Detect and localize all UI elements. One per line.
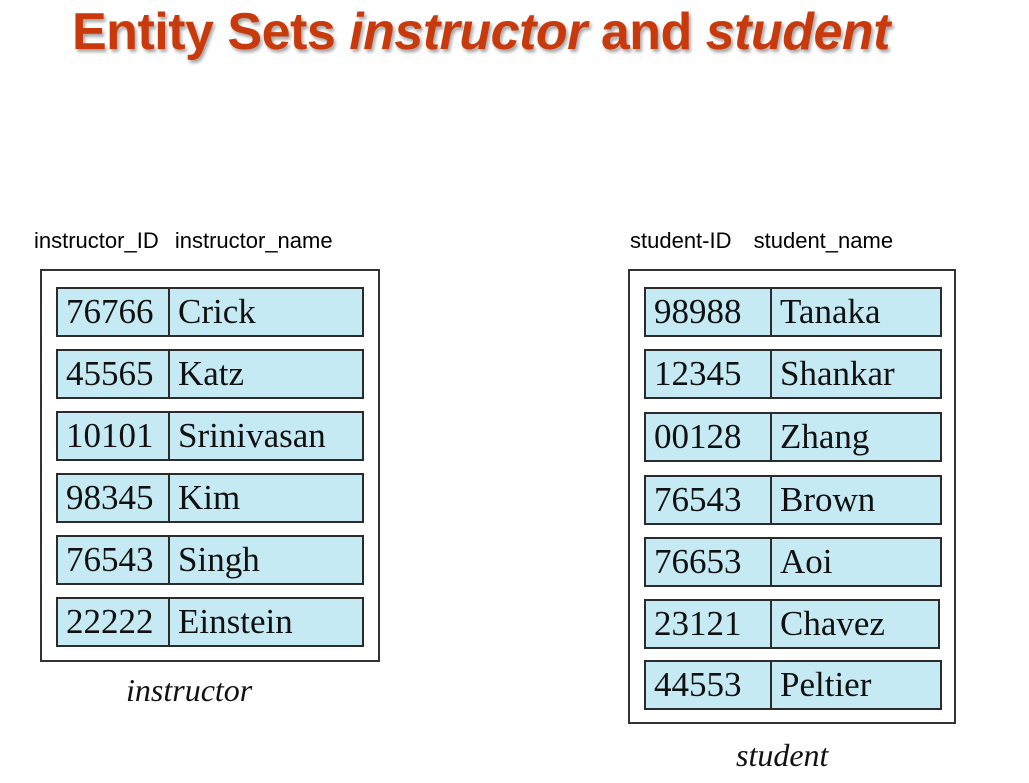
- student-row: [644, 349, 942, 399]
- instructor-id-cell: 76543: [58, 537, 170, 583]
- student-row: [644, 287, 942, 337]
- instructor-row: [56, 411, 364, 461]
- instructor-row: [56, 287, 364, 337]
- student-name-cell: Brown: [780, 480, 876, 519]
- page-title: [72, 0, 890, 64]
- title-part-2: instructor: [349, 3, 587, 61]
- instructor-name-cell: Srinivasan: [178, 416, 326, 455]
- instructor-entity-set: [40, 269, 380, 662]
- student-entity-set: [628, 269, 956, 724]
- instructor-id-cell: 22222: [58, 599, 170, 645]
- student-id-cell: 76543: [646, 477, 772, 523]
- student-name-cell: Zhang: [780, 417, 870, 456]
- instructor-caption: instructor: [126, 672, 253, 708]
- student-name-cell: Aoi: [780, 542, 833, 581]
- instructor-id-header: instructor_ID: [34, 228, 159, 253]
- instructor-id-cell: 98345: [58, 475, 170, 521]
- student-name-cell: Tanaka: [780, 292, 881, 331]
- student-name-cell: Shankar: [780, 354, 895, 393]
- student-row: [644, 475, 942, 525]
- student-id-cell: 23121: [646, 601, 772, 647]
- instructor-row: [56, 473, 364, 523]
- instructor-row: [56, 597, 364, 647]
- student-caption: student: [736, 737, 829, 773]
- instructor-row: [56, 349, 364, 399]
- instructor-name-cell: Singh: [178, 540, 260, 579]
- student-id-cell: 12345: [646, 351, 772, 397]
- instructor-header: [34, 228, 333, 254]
- instructor-name-cell: Einstein: [178, 602, 293, 641]
- title-part-4: student: [705, 3, 890, 61]
- student-name-cell: Chavez: [780, 604, 885, 643]
- student-id-header: student-ID: [630, 228, 732, 253]
- student-row: [644, 660, 942, 710]
- instructor-name-header: instructor_name: [174, 228, 333, 253]
- student-row: [644, 599, 940, 649]
- title-part-1: Entity Sets: [72, 3, 350, 61]
- instructor-id-cell: 76766: [58, 289, 170, 335]
- student-name-header: student_name: [753, 228, 894, 253]
- instructor-name-cell: Crick: [178, 292, 256, 331]
- instructor-name-cell: Katz: [178, 354, 245, 393]
- student-id-cell: 44553: [646, 662, 772, 708]
- student-id-cell: 00128: [646, 414, 772, 460]
- instructor-row: [56, 535, 364, 585]
- student-header: [630, 228, 893, 254]
- student-row: [644, 537, 942, 587]
- student-name-cell: Peltier: [780, 665, 872, 704]
- instructor-id-cell: 45565: [58, 351, 170, 397]
- student-id-cell: 76653: [646, 539, 772, 585]
- student-id-cell: 98988: [646, 289, 772, 335]
- instructor-id-cell: 10101: [58, 413, 170, 459]
- title-part-3: and: [586, 3, 706, 61]
- instructor-name-cell: Kim: [178, 478, 241, 517]
- student-row: [644, 412, 942, 462]
